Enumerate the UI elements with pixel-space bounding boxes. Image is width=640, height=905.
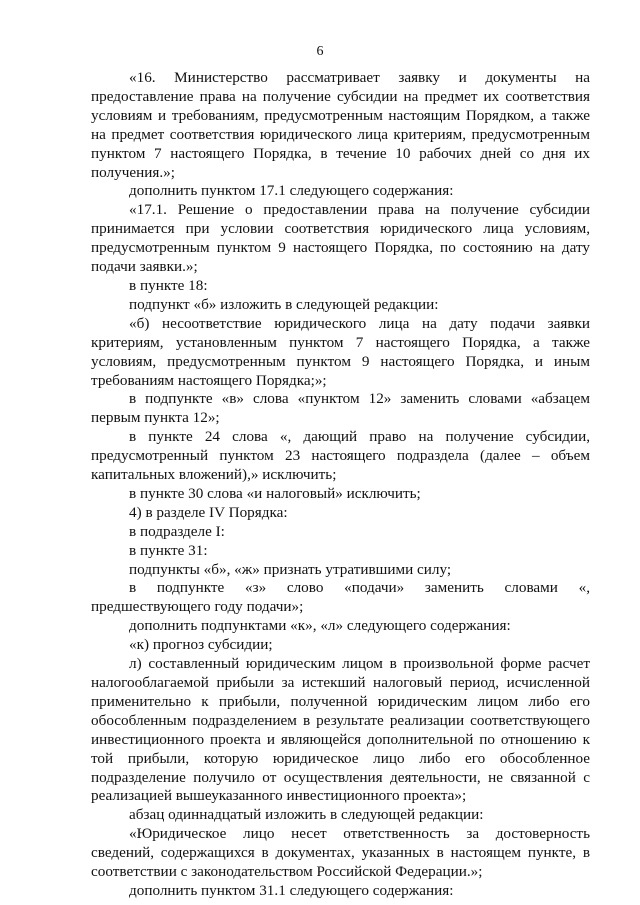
paragraph-add-k-l-intro: дополнить подпунктами «к», «л» следующего содержания: <box>129 617 511 635</box>
paragraph-subitem-z: в подпункте «з» слово «подачи» заменить словами «, предшествующего году подачи»; <box>91 579 590 616</box>
paragraph-subitem-b-text: «б) несоответствие юридического лица на дату подачи заявки критериям, установленным пунктом 7 настоящего Порядка, а также условиям, предусмотренным пунктом 9 настоящего Порядка, и иным требованиям настоящего Порядка;»; <box>91 314 590 389</box>
paragraph-item-24: в пункте 24 слова «, дающий право на получение субсидии, предусмотренный пунктом 23 настоящего подраздела (далее – объем капитальных вложений),» исключить; <box>91 428 590 484</box>
paragraph-subitem-k: «к) прогноз субсидии; <box>129 636 273 654</box>
paragraph-add-31-1-intro: дополнить пунктом 31.1 следующего содержания: <box>129 881 454 899</box>
paragraph-item-16: «16. Министерство рассматривает заявку и документы на предоставление права на получение субсидии на предмет их соответствия условиям и требованиям, предусмотренным настоящим Порядком, а также на предмет соответствия юридического лица критериям, предусмотренным пунктом 7 настоящего Порядка, в течение 10 рабочих дней со дня их получения.»; <box>91 69 590 181</box>
paragraph-subitem-v: в подпункте «в» слова «пунктом 12» заменить словами «абзацем первым пункта 12»; <box>91 390 590 427</box>
paragraph-item-17-1: «17.1. Решение о предоставлении права на получение субсидии принимается при условии соответствия юридического лица условиям, предусмотренным пунктом 9 настоящего Порядка, по состоянию на дату подачи заявки.»; <box>91 201 590 276</box>
paragraph-subitems-b-zh: подпункты «б», «ж» признать утратившими силу; <box>129 560 452 578</box>
paragraph-item-31-heading: в пункте 31: <box>129 541 208 559</box>
paragraph-item-18-heading: в пункте 18: <box>129 276 208 294</box>
paragraph-eleventh-intro: абзац одиннадцатый изложить в следующей редакции: <box>129 806 484 824</box>
paragraph-item-30: в пункте 30 слова «и налоговый» исключить; <box>129 484 421 502</box>
paragraph-liability: «Юридическое лицо несет ответственность за достоверность сведений, содержащихся в документах, указанных в настоящем пункте, в соответствии с законодательством Российской Федерации.»; <box>91 825 590 881</box>
page-number: 6 <box>316 44 324 59</box>
paragraph-add-17-1-intro: дополнить пунктом 17.1 следующего содержания: <box>129 182 454 200</box>
document-body <box>91 69 590 901</box>
paragraph-subitem-l: л) составленный юридическим лицом в произвольной форме расчет налогооблагаемой прибыли за истекший налоговый период, исчисленной применительно к прибыли, полученной юридическим лицом либо его обособленным подразделением в результате реализации соответствующего инвестиционного проекта и являющейся дополнительной по отношению к той прибыли, которую юридическое лицо либо его обособленное подразделение получило от осуществления деятельности, не связанной с реализацией вышеуказанного инвестиционного проекта»; <box>91 655 590 805</box>
paragraph-section-iv: 4) в разделе IV Порядка: <box>129 503 288 521</box>
paragraph-subitem-b-intro: подпункт «б» изложить в следующей редакции: <box>129 295 439 313</box>
paragraph-subsection-i: в подразделе I: <box>129 522 225 540</box>
